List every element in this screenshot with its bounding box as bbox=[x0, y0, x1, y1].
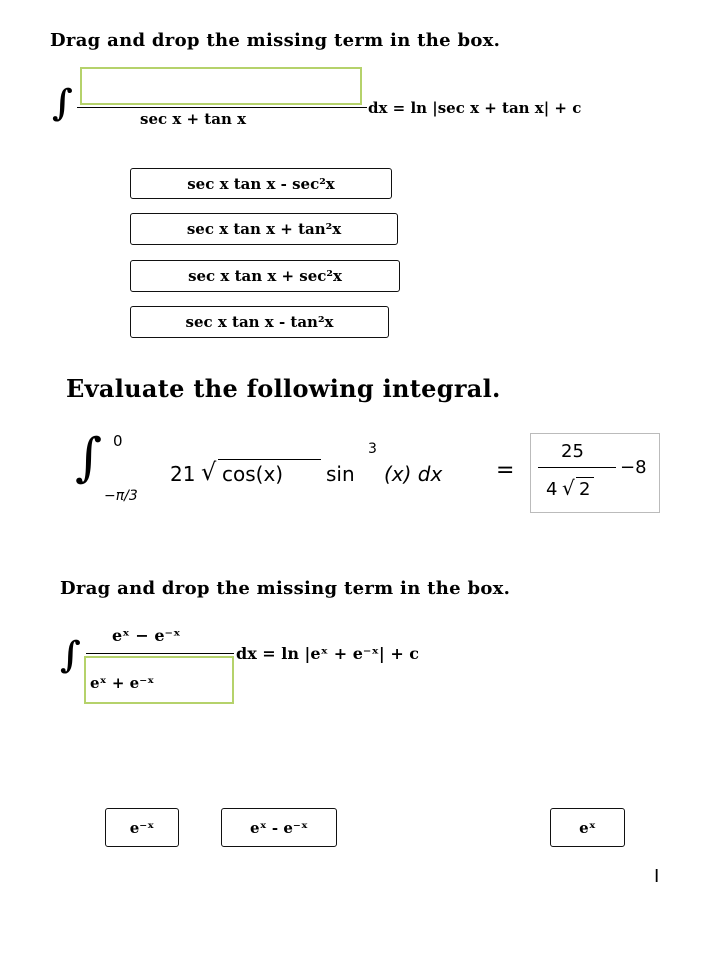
sine-function: sin bbox=[326, 462, 355, 486]
question-3-heading: Drag and drop the missing term in the box. bbox=[60, 578, 511, 599]
option-e-x[interactable]: eˣ bbox=[550, 808, 625, 847]
sqrt-symbol: √ bbox=[201, 458, 217, 486]
option-sec-plus-sec2[interactable]: sec x tan x + sec²x bbox=[130, 260, 400, 292]
coefficient: 21 bbox=[170, 462, 196, 486]
integral-sign: ∫ bbox=[52, 82, 73, 124]
upper-limit: 0 bbox=[113, 432, 123, 450]
radicand: cos(x) bbox=[222, 462, 284, 486]
equation-rhs: dx = ln |sec x + tan x| + c bbox=[368, 99, 582, 117]
equals-sign: = bbox=[496, 458, 515, 483]
answer-numerator: 25 bbox=[561, 441, 584, 462]
answer-denominator-radicand: 2 bbox=[579, 479, 591, 500]
answer-denominator-coef: 4 bbox=[546, 479, 558, 500]
equation-rhs-3: dx = ln |eˣ + e⁻ˣ| + c bbox=[236, 644, 420, 663]
option-sec-minus-sec2[interactable]: sec x tan x - sec²x bbox=[130, 168, 392, 199]
fraction-bar-3 bbox=[86, 653, 234, 654]
option-sec-minus-tan2[interactable]: sec x tan x - tan²x bbox=[130, 306, 389, 338]
option-ex-minus-e-neg-x[interactable]: eˣ - e⁻ˣ bbox=[221, 808, 337, 847]
integrand-arg: (x) dx bbox=[384, 462, 443, 486]
integral-sign-3: ∫ bbox=[60, 634, 81, 676]
dropped-term[interactable]: eˣ + e⁻ˣ bbox=[90, 674, 155, 692]
option-sec-plus-tan2[interactable]: sec x tan x + tan²x bbox=[130, 213, 398, 245]
integral-sign-2: ∫ bbox=[75, 428, 103, 488]
lower-limit: −π/3 bbox=[104, 488, 138, 504]
answer-sqrt-symbol: √ bbox=[562, 476, 575, 500]
text-cursor: I bbox=[654, 866, 660, 887]
radical-bar bbox=[218, 459, 321, 460]
option-e-neg-x[interactable]: e⁻ˣ bbox=[105, 808, 179, 847]
question-2-heading: Evaluate the following integral. bbox=[66, 374, 501, 403]
drop-target-numerator[interactable] bbox=[80, 67, 362, 105]
answer-rest: −8 bbox=[620, 457, 647, 478]
numerator-3: eˣ − e⁻ˣ bbox=[112, 626, 181, 645]
answer-radical-bar bbox=[576, 477, 594, 478]
sine-power: 3 bbox=[368, 441, 377, 457]
question-1-heading: Drag and drop the missing term in the box. bbox=[50, 30, 501, 51]
fraction-bar bbox=[77, 107, 367, 108]
answer-fraction-bar bbox=[538, 467, 616, 468]
denominator: sec x + tan x bbox=[140, 110, 247, 128]
